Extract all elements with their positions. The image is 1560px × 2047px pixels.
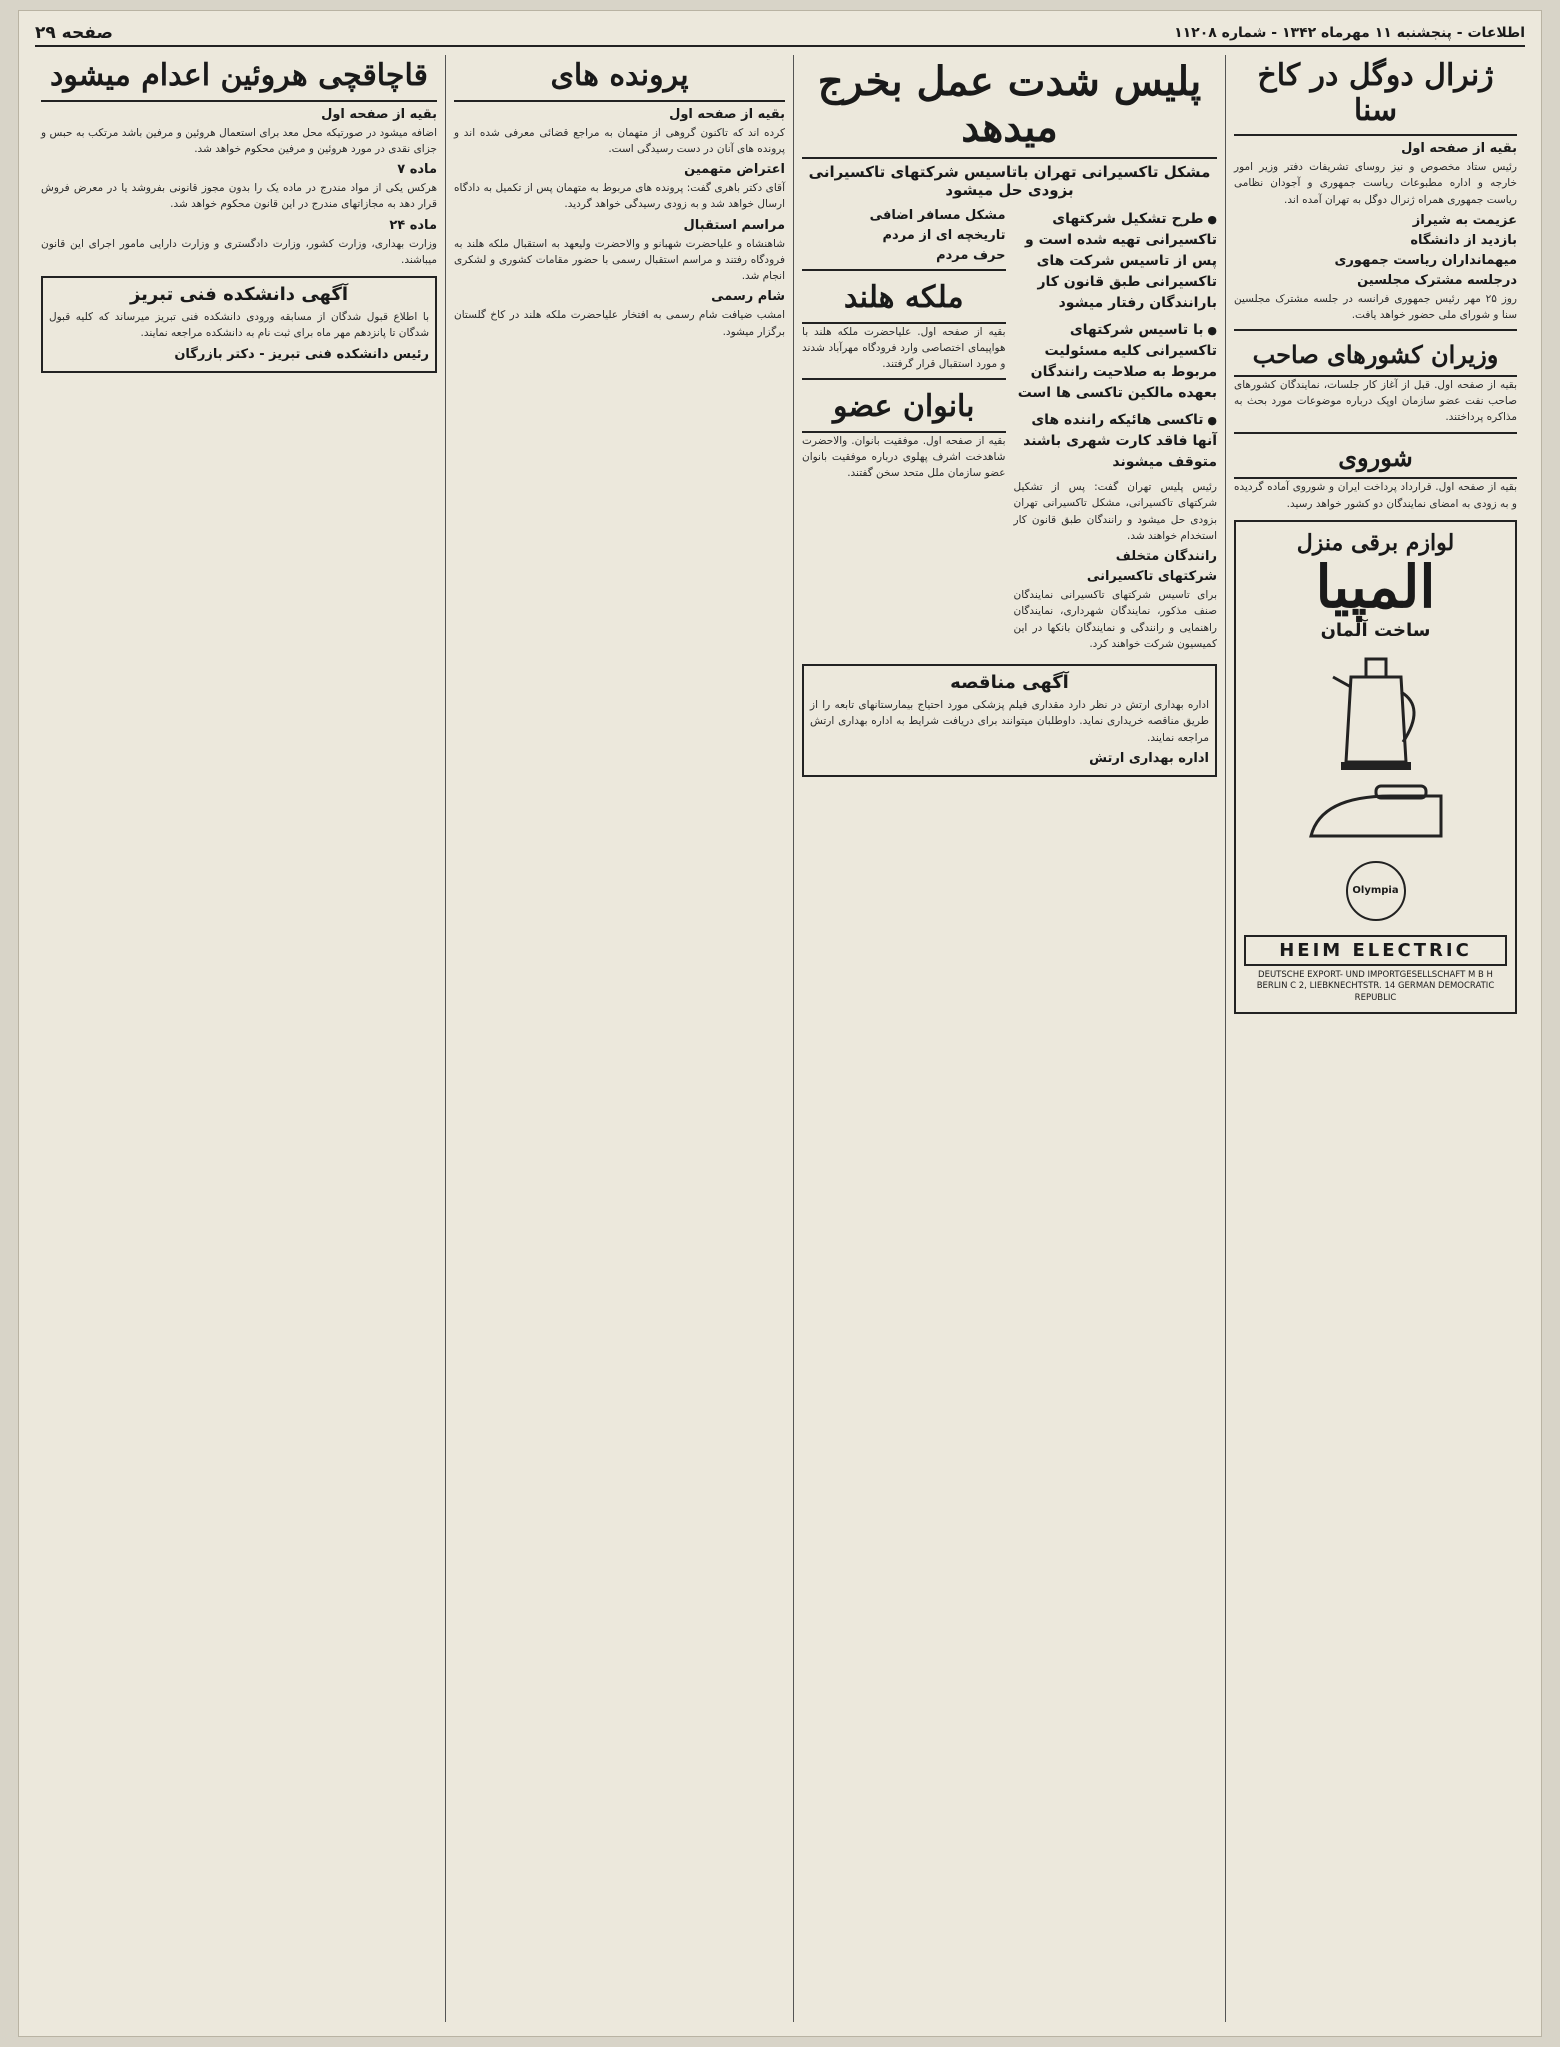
headline-heroin: قاچاقچی هروئین اعدام میشود <box>41 55 437 102</box>
bullet-item: ● تاکسی هائیکه راننده های آنها فاقد کارت شهری باشند متوقف میشوند <box>1014 410 1218 473</box>
headline-women: بانوان عضو <box>802 386 1006 433</box>
column-taxi <box>793 55 1225 2022</box>
heroin-body-3: وزارت بهداری، وزارت کشور، وزارت دادگستری و وزارت دارایی مامور اجرای این قانون میباشند. <box>41 237 437 266</box>
ad-brand: المپیا <box>1315 552 1436 621</box>
article-body: رئیس ستاد مخصوص و نیز روسای تشریفات دفتر وزیر امور خارجه و اداره مطبوعات ریاست جمهوری و آجودان نظامی ریاست جمهوری همراه ژنرال دوگل به تهران آمده اند. <box>1234 161 1517 206</box>
ministers-body: بقیه از صفحه اول. قبل از آغاز کار جلسات، نمایندگان کشورهای صاحب نفت عضو سازمان اوپک درباره موضوعات مورد بحث به مذاکره پرداختند. <box>1234 378 1517 424</box>
column-heroin <box>33 55 445 2022</box>
headline-ministers: وزیران کشورهای صاحب <box>1234 337 1517 377</box>
subhead-dinner: شام رسمی <box>711 289 785 305</box>
issue-info: اطلاعات - پنجشنبه ۱۱ مهرماه ۱۳۴۲ - شماره ۱۱۲۰۸ <box>1174 25 1525 41</box>
subheadline-taxi: مشکل تاکسیرانی تهران باتاسیس شرکتهای تاکسیرانی بزودی حل میشود <box>808 163 1211 199</box>
masthead <box>35 21 1525 47</box>
headline-shoravi: شوروی <box>1234 440 1517 480</box>
subhead-companies: شرکتهای تاکسیرانی <box>1086 569 1217 585</box>
bullet-item: ● با تاسیس شرکتهای تاکسیرانی کلیه مسئولیت مربوط به صلاحیت رانندگان بعهده مالکین تاکسی ها است <box>1014 320 1218 404</box>
subhead-article-24: ماده ۲۴ <box>389 217 437 233</box>
shoravi-body: بقیه از صفحه اول. قرارداد پرداخت ایران و شوروی آماده گردیده و به زودی به امضای نمایندگان دو کشور خواهد رسید. <box>1234 481 1517 510</box>
column-cases <box>445 55 793 2022</box>
tabriz-notice <box>41 276 437 373</box>
women-body: بقیه از صفحه اول. موفقیت بانوان. والاحضرت شاهدخت اشرف پهلوی درباره موفقیت بانوان عضو سازمان ملل متحد سخن گفتند. <box>802 434 1006 480</box>
subhead-hosts: میهمانداران ریاست جمهوری <box>1334 252 1517 268</box>
ad-title: لوازم برقی منزل <box>1296 529 1455 556</box>
ad-made-in: ساخت آلمان <box>1320 619 1431 641</box>
column-degaulle <box>1225 55 1525 2022</box>
tabriz-notice-signature: رئیس دانشکده فنی تبریز - دکتر بازرگان <box>174 346 429 362</box>
tabriz-notice-title: آگهی دانشکده فنی تبریز <box>129 284 349 306</box>
taxi-body: رئیس پلیس تهران گفت: پس از تشکیل شرکتهای تاکسیرانی، مشکل تاکسیرانی تهران بزودی حل میشود و رانندگان طبق قانون کار استخدام خواهند شد. <box>1013 481 1217 542</box>
subhead-article-7: ماده ۷ <box>397 162 437 178</box>
tender-body: اداره بهداری ارتش در نظر دارد مقداری فیلم پزشکی مورد احتیاج بیمارستانهای تابعه را از طریق مناقصه خریداری نماید. داوطلبان میتوانند برای دریافت شرایط به اداره بهداری ارتش مراجعه نمایند. <box>810 699 1209 744</box>
taxi-body-2: برای تاسیس شرکتهای تاکسیرانی نمایندگان صنف مذکور، نمایندگان شهرداری، نمایندگان راهنمایی و رانندگی و نمایندگان بانکها در این کمیسیون شرکت خواهند کرد. <box>1013 589 1217 650</box>
cases-body-3: شاهنشاه و علیاحضرت شهبانو و والاحضرت ولیعهد به استقبال ملکه هلند به فرودگاه رفتند و مراسم استقبال رسمی با حضور مقامات کشوری و لشکری انجام شد. <box>454 237 785 283</box>
subhead-history: تاریخچه ای از مردم <box>882 228 1006 243</box>
coffee-pot-icon <box>1321 647 1431 777</box>
cases-body: کرده اند که تاکنون گروهی از متهمان به مراجع قضائی معرفی شده اند و پرونده های آنان در دست رسیدگی است. <box>454 126 785 155</box>
olympia-logo: Olympia <box>1346 861 1406 921</box>
subhead-objection: اعتراض متهمین <box>684 162 785 178</box>
continued-label: بقیه از صفحه اول <box>321 106 437 122</box>
iron-icon <box>1301 781 1451 851</box>
headline-cases: پرونده های <box>454 55 785 102</box>
tabriz-notice-body: با اطلاع قبول شدگان از مسابقه ورودی دانشکده فنی تبریز میرساند که کلیه قبول شدگان تا پانزدهم مهر ماه برای ثبت نام به دانشکده مراجعه نمایند. <box>49 311 429 340</box>
article-body-2: روز ۲۵ مهر رئیس جمهوری فرانسه در جلسه مشترک مجلسین سنا و شورای ملی حضور خواهد یافت. <box>1234 292 1517 322</box>
taxi-bullets <box>1014 209 1218 473</box>
cases-body-4: امشب ضیافت شام رسمی به افتخار علیاحضرت ملکه هلند در کاخ گلستان برگزار میشود. <box>454 309 785 338</box>
heroin-body: اضافه میشود در صورتیکه محل معد برای استعمال هروئین و مرفین باشد مرتکب به حبس و جزای نقدی در مورد هروئین و مرفین محکوم خواهد شد. <box>41 126 437 155</box>
subhead-reception: مراسم استقبال <box>683 217 785 233</box>
newspaper-page <box>18 10 1542 2037</box>
bullet-item: ● طرح تشکیل شرکتهای تاکسیرانی تهیه شده است و پس از تاسیس شرکت های تاکسیرانی طبق قانون کار بارانندگان رفتار میشود <box>1014 209 1218 314</box>
page-number: صفحه ۲۹ <box>35 23 113 43</box>
queen-body: بقیه از صفحه اول. علیاحضرت ملکه هلند با هواپیمای اختصاصی وارد فرودگاه مهرآباد شدند و مورد استقبال قرار گرفتند. <box>802 325 1006 371</box>
heroin-body-2: هرکس یکی از مواد مندرج در ماده یک را بدون مجوز قانونی بفروشد یا در معرض فروش قرار دهد به مجازاتهای مندرج در این قانون محکوم خواهد شد. <box>41 182 437 211</box>
headline-police: پلیس شدت عمل بخرج میدهد <box>802 55 1217 159</box>
cases-body-2: آقای دکتر باهری گفت: پرونده های مربوط به متهمان پس از تکمیل به دادگاه ارسال خواهد شد و به زودی رسیدگی خواهد گردید. <box>454 182 785 211</box>
continued-label: بقیه از صفحه اول <box>669 106 785 122</box>
tender-notice <box>802 664 1217 777</box>
subhead-passenger: مشکل مسافر اضافی <box>869 208 1006 223</box>
subhead-shiraz: عزیمت به شیراز <box>1412 212 1517 228</box>
subhead-parliament: درجلسه مشترک مجلسین <box>1357 272 1517 288</box>
subhead-drivers: رانندگان متخلف <box>1115 549 1217 565</box>
tender-signature: اداره بهداری ارتش <box>1089 750 1209 766</box>
subhead-people: حرف مردم <box>936 248 1006 263</box>
tender-title: آگهی مناقصه <box>950 672 1069 694</box>
subhead-university: بازدید از دانشگاه <box>1410 232 1517 248</box>
headline-queen: ملکه هلند <box>802 277 1006 324</box>
olympia-advertisement <box>1234 520 1517 1014</box>
ad-address: DEUTSCHE EXPORT- UND IMPORTGESELLSCHAFT M B H BERLIN C 2, LIEBKNECHTSTR. 14 GERMAN DEMOCRATIC REPUBLIC <box>1256 969 1495 1003</box>
continued-label: بقیه از صفحه اول <box>1401 141 1517 156</box>
ad-heim-electric: HEIM ELECTRIC <box>1244 935 1507 966</box>
headline-degaulle: ژنرال دوگل در کاخ سنا <box>1234 55 1517 136</box>
